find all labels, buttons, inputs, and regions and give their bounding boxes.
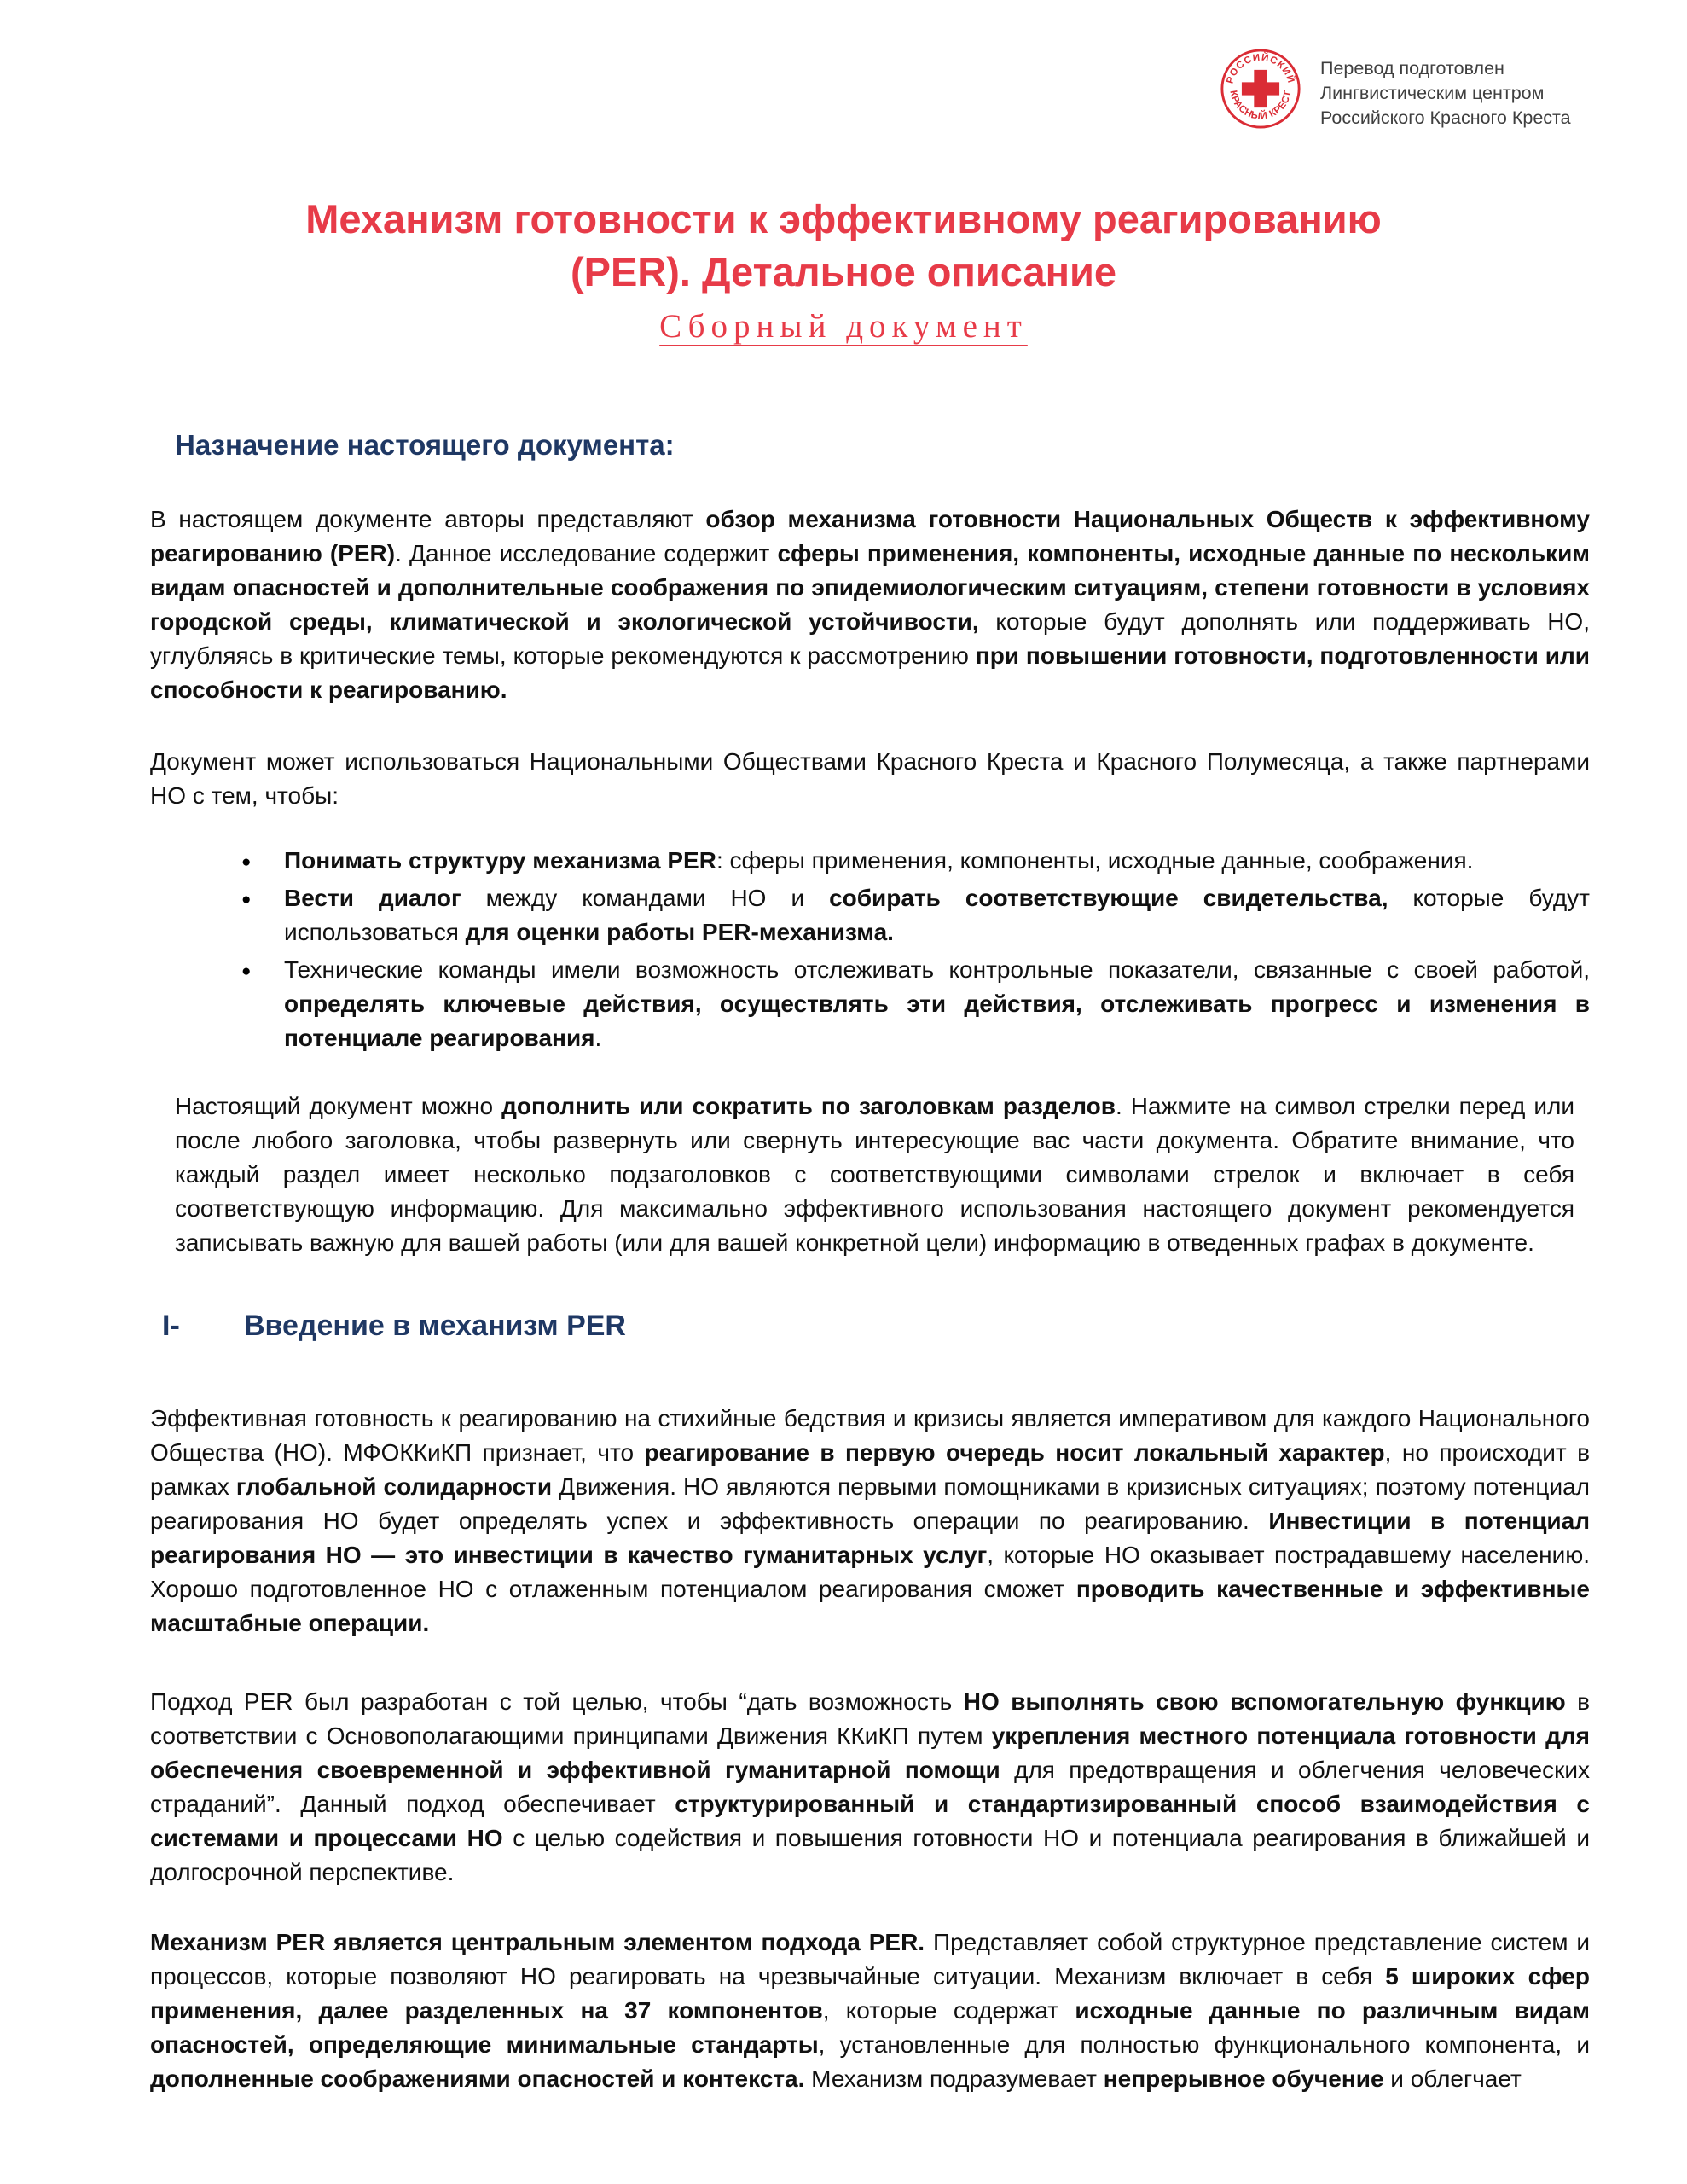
red-cross-logo-icon <box>1220 48 1301 130</box>
section-heading-intro-label: Введение в механизм PER <box>244 1310 626 1342</box>
logo-bottom-text: КРАСНЫЙ КРЕСТ <box>1227 90 1294 122</box>
paragraph-overview: В настоящем документе авторы представляют обзор механизма готовности Национальных Обществ к эффективному реагированию (PER). Данное исследование содержит сферы применения, компоненты, исходные данные по нескольким видам опасностей и дополнительные соображения по эпидемиологическим ситуациям, степени готовности в условиях городской среды, климатической и экологической устойчивости, которые будут дополнять или поддерживать НО, углубляясь в критические темы, которые рекомендуются к рассмотрению при повышении готовности, подготовленности или способности к реагированию. <box>150 506 1591 703</box>
note-paragraph: Настоящий документ можно дополнить или сократить по заголовкам разделов. Нажмите на символ стрелки перед или после любого заголовка, чтобы развернуть или свернуть интересующие вас части документа. Обратите внимание, что каждый раздел имеет несколько подзаголовков с соответствующими символами стрелок и включает в себя соответствующую информацию. Для максимально эффективного использования настоящего документ рекомендуется записывать важную для вашей работы (или для вашей конкретной цели) информацию в отведенных графах в документе. <box>175 1093 1574 1256</box>
credit-text <box>1320 48 1571 131</box>
logo-top-text: РОССИЙСКИЙ <box>1225 52 1296 85</box>
section-heading-purpose: Назначение настоящего документа: <box>175 429 675 461</box>
bullet-item-structure: ● Понимать структуру механизма PER: сферы применения, компоненты, исходные данные, соображения. <box>284 844 1590 878</box>
credit-line: Лингвистическим центром <box>1320 83 1545 103</box>
credit-line: Российского Красного Креста <box>1320 107 1571 128</box>
section-heading-intro <box>162 1308 1590 1344</box>
paragraph-effective-readiness: Эффективная готовность к реагированию на стихийные бедствия и кризисы является императивом для каждого Национального Общества (НО). МФОККиКП признает, что реагирование в первую очередь носит локальный характер, но происходит в рамках глобальной солидарности Движения. НО являются первыми помощниками в кризисных ситуациях; поэтому потенциал реагирования НО будет определять успех и эффективность операции по реагированию. Инвестиции в потенциал реагирования НО — это инвестиции в качество гуманитарных услуг, которые НО оказывает пострадавшему населению. Хорошо подготовленное НО с отлаженным потенциалом реагирования сможет проводить качественные и эффективные масштабные операции. <box>150 1405 1591 1636</box>
section-numeral: I- <box>162 1310 180 1342</box>
bullet-item-dialogue: ● Вести диалог между командами НО и собирать соответствующие свидетельства, которые будут использоваться для оценки работы PER-механизма. <box>284 881 1590 950</box>
doc-title-line1: Механизм готовности к эффективному реагированию <box>305 196 1382 241</box>
translation-credit <box>1220 48 1571 131</box>
paragraph-usage: Документ может использоваться Национальными Обществами Красного Креста и Красного Полумесяца, а также партнерами НО с тем, чтобы: <box>150 748 1590 809</box>
red-cross-glyph <box>1242 70 1279 107</box>
doc-subtitle: Сборный документ <box>659 308 1028 345</box>
doc-title <box>0 193 1687 299</box>
doc-title-line2: (PER). Детальное описание <box>570 249 1117 294</box>
paragraph-per-approach: Подход PER был разработан с той целью, чтобы “дать возможность НО выполнять свою вспомогательную функцию в соответствии с Основополагающими принципами Движения ККиКП путем укрепления местного потенциала готовности для обеспечения своевременной и эффективной гуманитарной помощи для предотвращения и облегчения человеческих страданий”. Данный подход обеспечивает структурированный и стандартизированный способ взаимодействия с системами и процессами НО с целью содействия и повышения готовности НО и потенциала реагирования в ближайшей и долгосрочной перспективе. <box>150 1688 1590 1885</box>
bullet-list <box>150 844 1590 1055</box>
credit-line: Перевод подготовлен <box>1320 58 1504 78</box>
paragraph-per-mechanism: Механизм PER является центральным элементом подхода PER. Представляет собой структурное представление систем и процессов, которые позволяют НО реагировать на чрезвычайные ситуации. Механизм включает в себя 5 широких сфер применения, далее разделенных на 37 компонентов, которые содержат исходные данные по различным видам опасностей, определяющие минимальные стандарты, установленные для полностью функционального компонента, и дополненные соображениями опасностей и контекста. Механизм подразумевает непрерывное обучение и облегчает <box>150 1929 1590 2092</box>
document-body <box>0 427 1687 2096</box>
bullet-item-teams: ● Технические команды имели возможность отслеживать контрольные показатели, связанные с своей работой, определять ключевые действия, осуществлять эти действия, отслеживать прогресс и изменения в потенциале реагирования. <box>284 953 1590 1055</box>
